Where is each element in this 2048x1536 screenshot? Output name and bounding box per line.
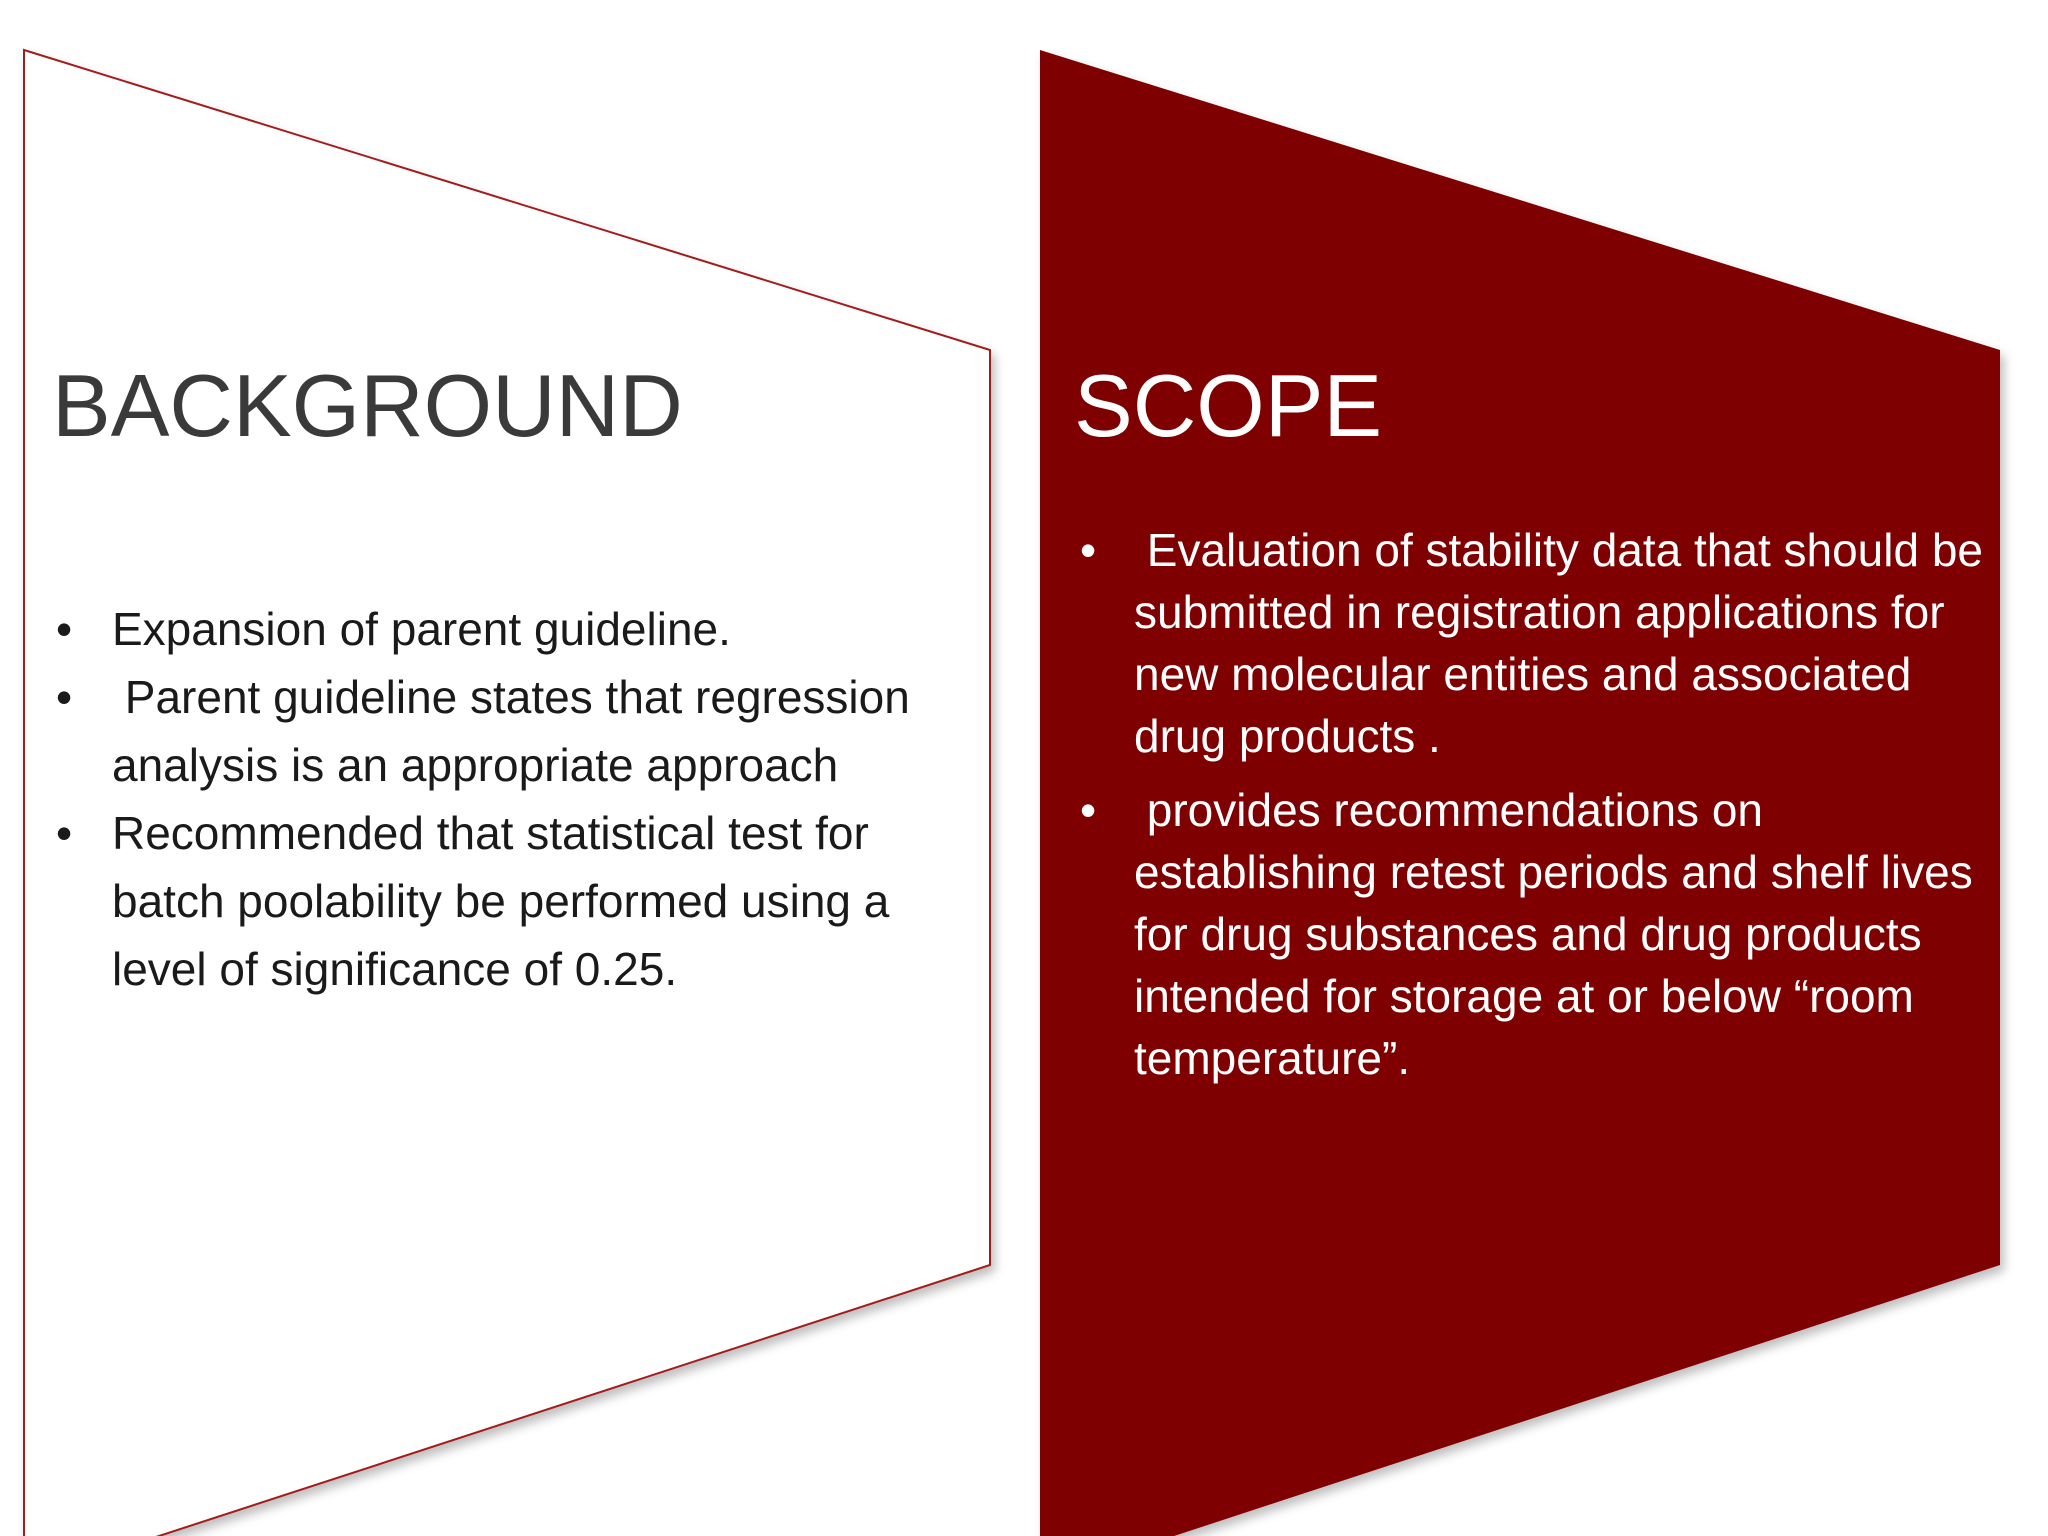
bullet-icon: • (1080, 783, 1097, 836)
list-item (52, 663, 952, 799)
background-heading: BACKGROUND (52, 356, 683, 455)
bullet-icon: • (56, 602, 73, 655)
bullet-text: provides recommendations on establishing retest periods and shelf lives for drug substances and drug products intended for storage at or below “room temperature”. (1134, 783, 1986, 1084)
list-item (52, 799, 952, 1003)
bullet-icon: • (56, 806, 73, 859)
background-panel (52, 358, 952, 1003)
bullet-text: Recommended that statistical test for batch poolability be performed using a level of significance of 0.25. (112, 806, 890, 995)
background-bullet-list (52, 595, 952, 1003)
scope-heading: SCOPE (1074, 356, 1383, 455)
bullet-icon: • (1080, 523, 1097, 576)
list-item (52, 595, 952, 663)
bullet-icon: • (56, 670, 73, 723)
scope-bullet-list (1074, 519, 2004, 1089)
bullet-text: Parent guideline states that regression analysis is an appropriate approach (112, 670, 923, 791)
bullet-text: Expansion of parent guideline. (112, 602, 731, 655)
list-item (1074, 779, 2004, 1089)
list-item (1074, 519, 2004, 767)
bullet-text: Evaluation of stability data that should be submitted in registration applications for new molecular entities and associated drug products . (1134, 523, 1996, 762)
scope-panel (1074, 358, 2004, 1101)
